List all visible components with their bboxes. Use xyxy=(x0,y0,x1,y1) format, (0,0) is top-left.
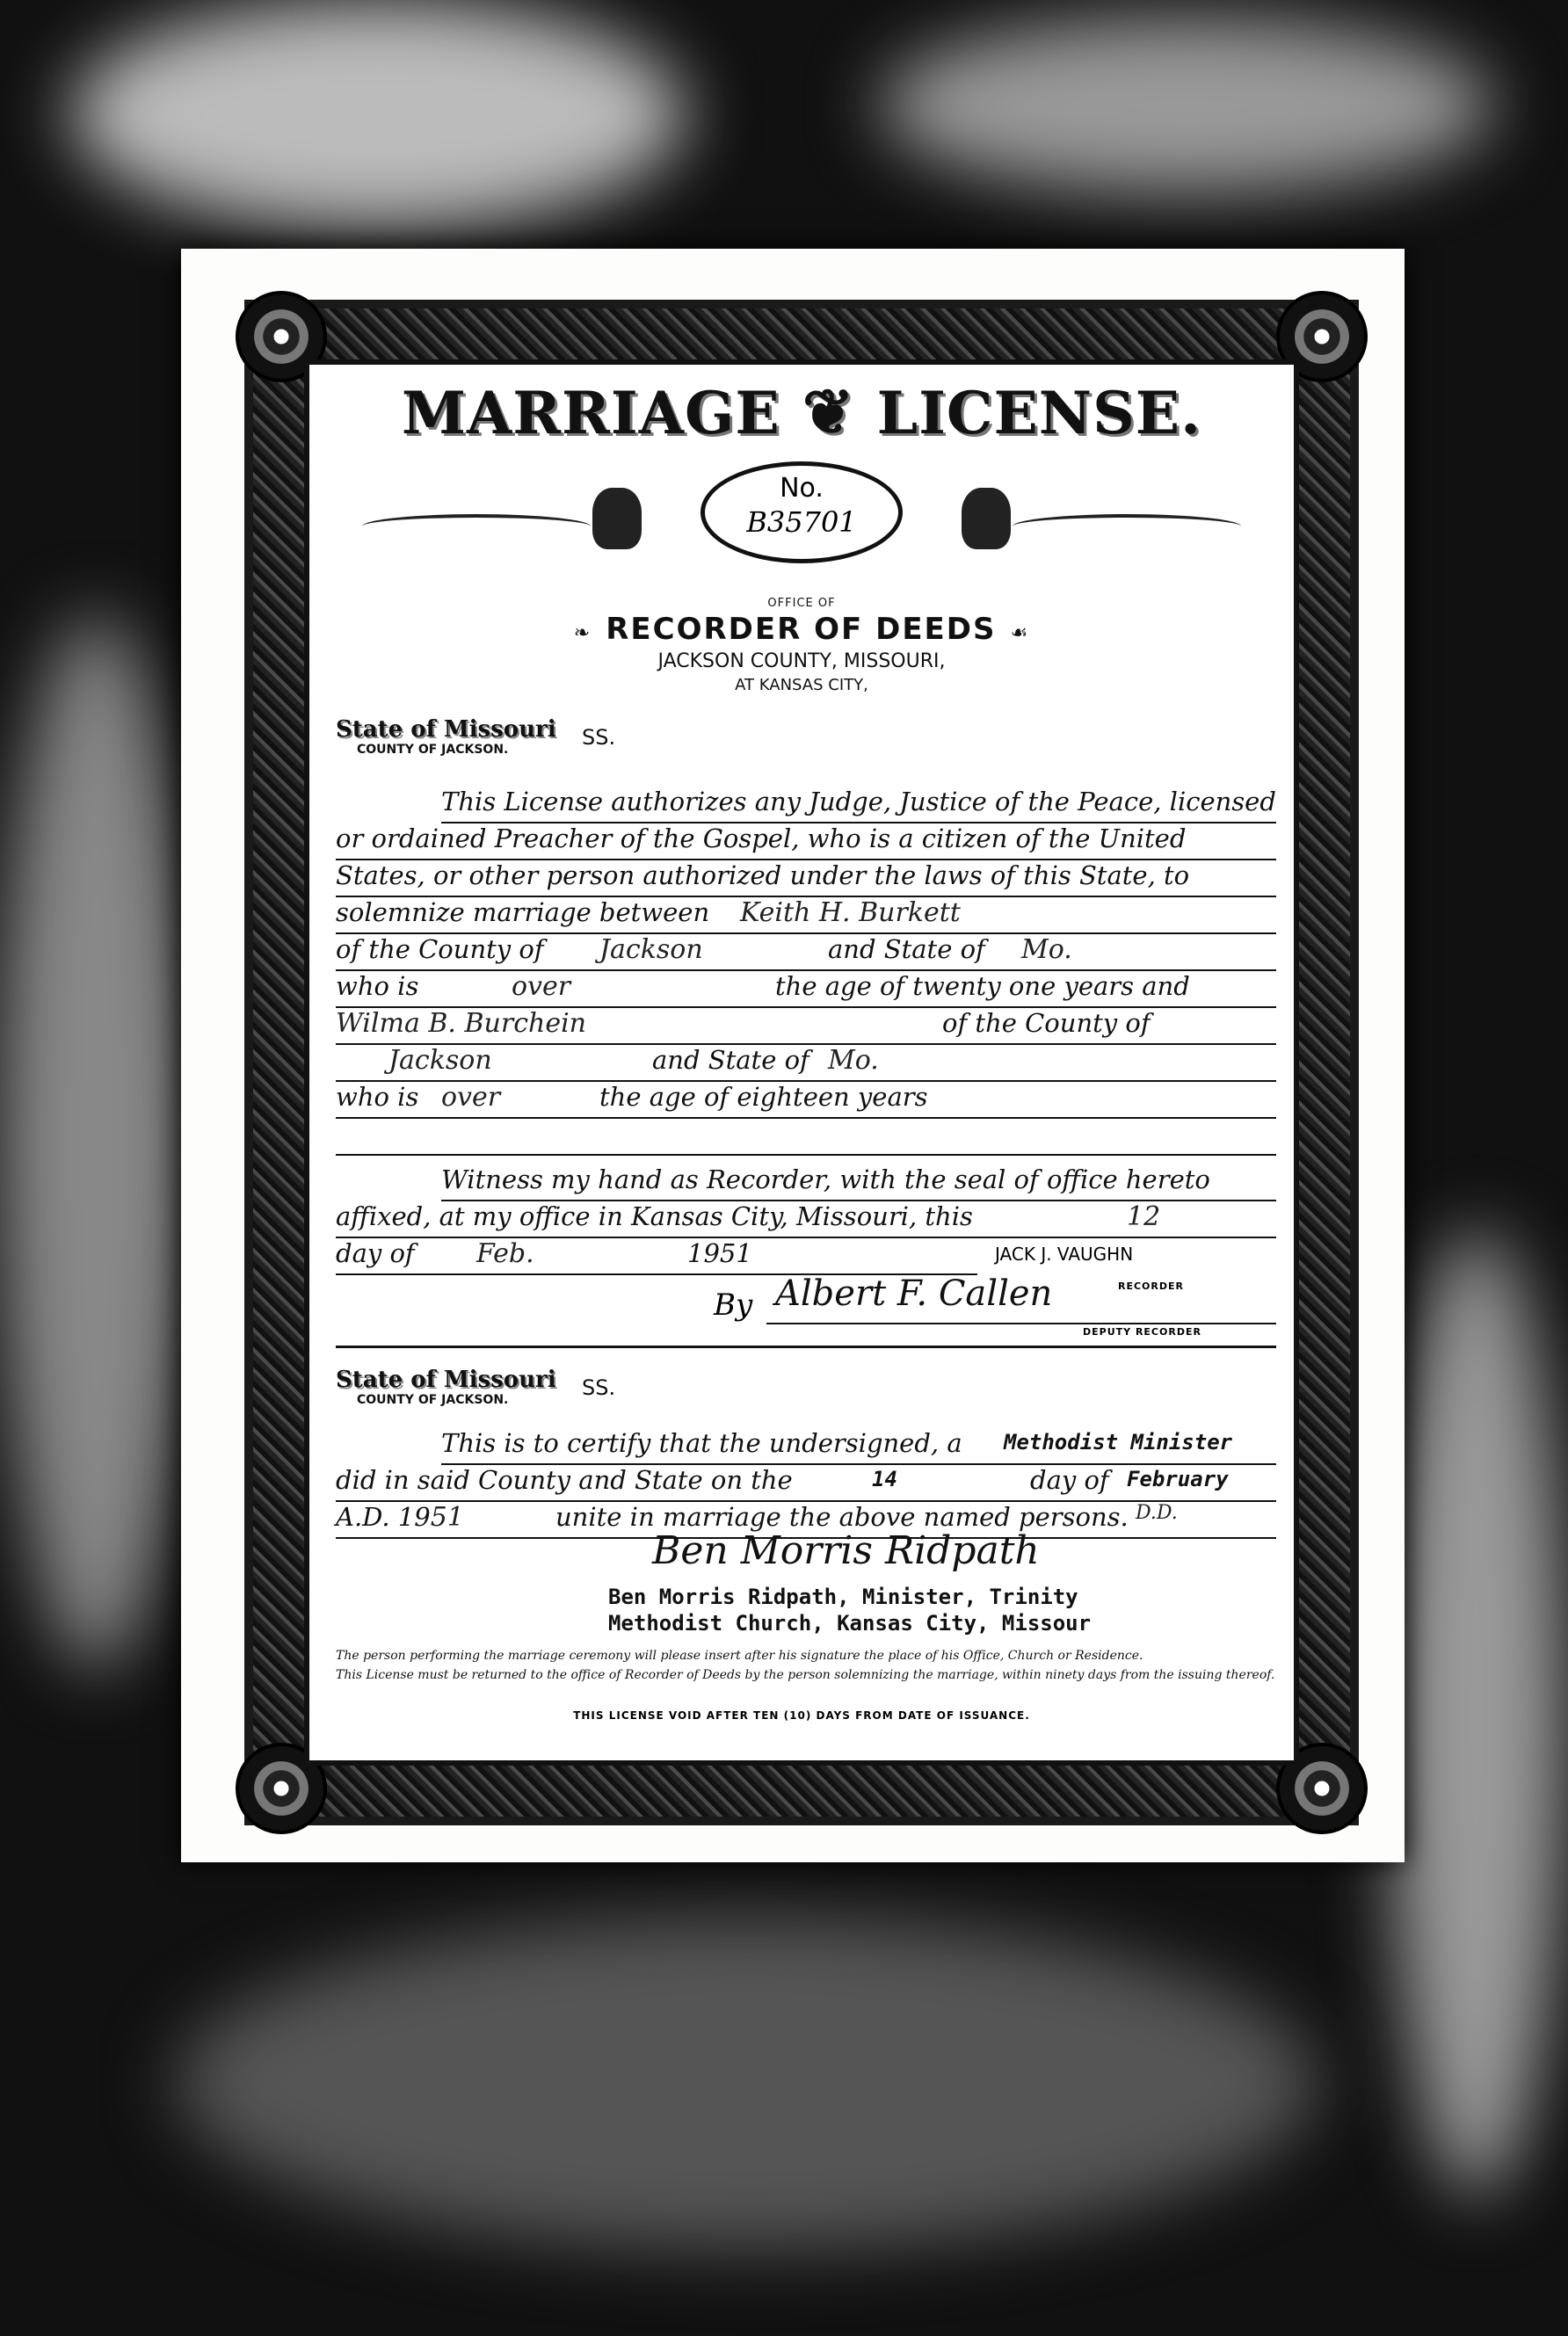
leaf-ornament-icon: ❧ xyxy=(573,622,592,644)
witness-year: 1951 xyxy=(687,1238,752,1268)
license-line-2: or ordained Preacher of the Gospel, who is a citizen of the United xyxy=(336,823,1276,860)
title-marriage: MARRIAGE xyxy=(401,379,780,447)
license-line-8: Jackson and State of Mo. xyxy=(336,1045,1276,1082)
ornamental-border xyxy=(244,300,1359,1825)
lotus-ornament-icon: ❦ xyxy=(802,375,855,448)
office-of-label: OFFICE OF xyxy=(767,597,836,610)
license-line-1: This License authorizes any Judge, Justice of the Peace, licensed xyxy=(441,787,1276,823)
deputy-recorder-title: DEPUTY RECORDER xyxy=(1083,1326,1201,1338)
groom-age-status: over xyxy=(512,971,571,1002)
recorder-of-deeds-heading: ❧ RECORDER OF DEEDS ☙ xyxy=(573,612,1030,647)
ss-label: SS. xyxy=(582,1375,616,1400)
state-label: State of Missouri xyxy=(336,716,556,743)
film-smudge xyxy=(0,615,193,1670)
footnote-2: This License must be returned to the office of Recorder of Deeds by the person solemnizing the marriage, within ninety days from the issuing thereof. xyxy=(336,1668,1275,1682)
state-block-2 xyxy=(336,1367,616,1407)
license-line-7: Wilma B. Burchein of the County of xyxy=(336,1008,1276,1045)
scroll-ornament-left xyxy=(362,514,591,539)
state-label: State of Missouri xyxy=(336,1367,556,1393)
certify-line-3: A.D. 1951 unite in marriage the above named persons. D.D. xyxy=(336,1502,1276,1539)
bride-age-status: over xyxy=(441,1082,501,1113)
marriage-month: February xyxy=(1127,1467,1229,1491)
film-smudge xyxy=(70,0,686,229)
minister-typed-line-2: Methodist Church, Kansas City, Missour xyxy=(608,1611,1092,1636)
number-label: No. xyxy=(780,473,824,504)
license-number: B35701 xyxy=(746,505,857,539)
film-smudge xyxy=(176,1916,1318,2250)
signature-suffix: D.D. xyxy=(1136,1502,1178,1524)
ss-label: SS. xyxy=(582,725,616,750)
license-line-4: solemnize marriage between Keith H. Burkett xyxy=(336,897,1276,934)
marriage-day: 14 xyxy=(872,1467,897,1491)
license-line-9: who is over the age of eighteen years xyxy=(336,1082,1276,1119)
by-label: By xyxy=(714,1288,753,1323)
film-smudge xyxy=(879,18,1494,193)
minister-signature: Ben Morris Ridpath xyxy=(652,1528,1040,1573)
city-line: AT KANSAS CITY, xyxy=(735,676,868,694)
certify-line-1: This is to certify that the undersigned, a Methodist Minister xyxy=(441,1428,1276,1465)
county-line: JACKSON COUNTY, MISSOURI, xyxy=(657,650,946,672)
deputy-rule xyxy=(766,1323,1276,1324)
license-number-oval xyxy=(701,461,903,563)
witness-day: 12 xyxy=(1127,1201,1161,1232)
license-line-3: States, or other person authorized under the laws of this State, to xyxy=(336,860,1276,897)
void-notice: THIS LICENSE VOID AFTER TEN (10) DAYS FROM DATE OF ISSUANCE. xyxy=(573,1709,1030,1722)
license-title xyxy=(309,375,1294,448)
blank-line xyxy=(336,1119,1276,1156)
license-body xyxy=(304,359,1299,1766)
deputy-signature: Albert F. Callen xyxy=(775,1273,1053,1314)
minister-typed-line-1: Ben Morris Ridpath, Minister, Trinity xyxy=(608,1585,1078,1609)
county-label: COUNTY OF JACKSON. xyxy=(357,743,509,757)
bride-county: Jackson xyxy=(388,1045,492,1076)
bride-name: Wilma B. Burchein xyxy=(336,1008,586,1039)
license-paper xyxy=(181,249,1405,1862)
witness-month: Feb. xyxy=(476,1238,534,1269)
certify-line-2: did in said County and State on the 14 day of February xyxy=(336,1465,1276,1502)
recorder-name: JACK J. VAUGHN xyxy=(995,1244,1134,1265)
marriage-year: 51 xyxy=(430,1502,464,1533)
officiant-type: Methodist Minister xyxy=(1004,1430,1233,1455)
scroll-ornament-right xyxy=(1013,514,1241,539)
office-heading xyxy=(309,597,1294,694)
wedding-bell-icon xyxy=(592,488,642,549)
leaf-ornament-icon: ☙ xyxy=(1010,622,1030,644)
film-smudge xyxy=(1389,1230,1564,2197)
witness-line-1: Witness my hand as Recorder, with the seal of office hereto xyxy=(441,1164,1276,1201)
footnote-1: The person performing the marriage ceremony will please insert after his signature the place of his Office, Church or Residence. xyxy=(336,1649,1143,1663)
groom-state: Mo. xyxy=(1021,934,1072,965)
wedding-bell-icon xyxy=(962,488,1011,549)
license-line-6: who is over the age of twenty one years and xyxy=(336,971,1276,1008)
section-divider xyxy=(336,1346,1276,1348)
state-block-1 xyxy=(336,716,616,757)
witness-line-2: affixed, at my office in Kansas City, Missouri, this 12 xyxy=(336,1201,1276,1238)
groom-county: Jackson xyxy=(599,934,703,965)
witness-line-3: day of Feb. 1951 xyxy=(336,1238,977,1275)
license-line-5: of the County of Jackson and State of Mo. xyxy=(336,934,1276,971)
county-label: COUNTY OF JACKSON. xyxy=(357,1393,509,1407)
bride-state: Mo. xyxy=(828,1045,879,1076)
recorder-title: RECORDER xyxy=(1118,1280,1184,1292)
title-license: LICENSE. xyxy=(876,379,1202,447)
groom-name: Keith H. Burkett xyxy=(740,897,961,928)
